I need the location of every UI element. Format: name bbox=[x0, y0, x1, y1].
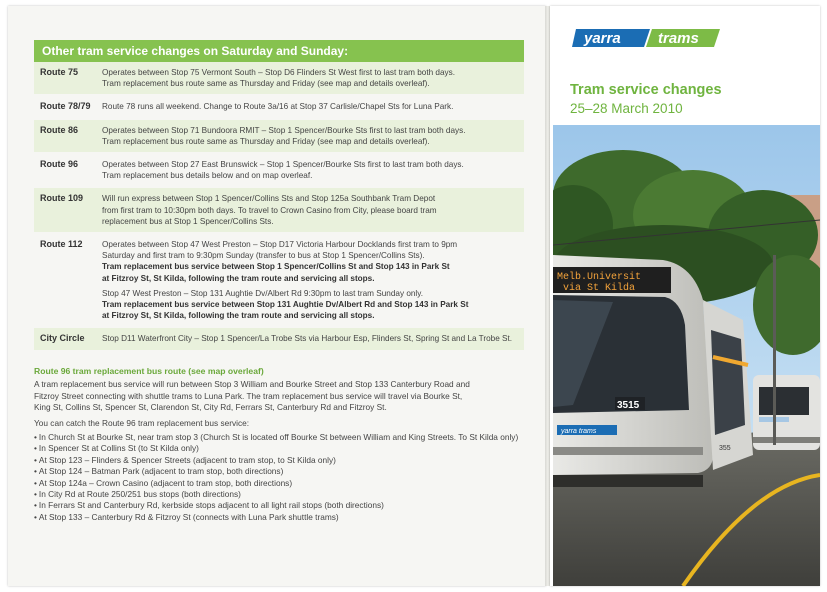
distant-tram bbox=[753, 375, 820, 450]
route-name: Route 86 bbox=[40, 124, 79, 135]
route-row bbox=[34, 96, 524, 119]
date-range: 25–28 March 2010 bbox=[570, 101, 683, 116]
stop-list-item: • In Church St at Bourke St, near tram stop 3 (Church St is located off Bourke St between William and King Streets. To St Kilda only) bbox=[34, 432, 529, 443]
route-line: Operates between Stop 71 Bundoora RMIT – Stop 1 Spencer/Bourke Sts first to last tram both days. bbox=[102, 125, 466, 135]
route-name: Route 96 bbox=[40, 159, 79, 170]
route-name: City Circle bbox=[40, 333, 85, 344]
logo-text-left: yarra bbox=[584, 30, 621, 47]
intro-line: Fitzroy Street connecting with shuttle trams to Luna Park. The tram replacement bus service will travel via Bourke St, bbox=[34, 390, 463, 401]
tram-number: 3515 bbox=[617, 400, 640, 411]
pole bbox=[773, 255, 776, 445]
route-name: Route 78/79 bbox=[40, 101, 91, 112]
route-row bbox=[34, 188, 524, 234]
route-row bbox=[34, 328, 524, 351]
route-line: Saturday and first tram to 9:30pm Sunday (transfer to bus at Stop 1 Spencer/Collins Sts). bbox=[102, 251, 425, 261]
intro-line: A tram replacement bus service will run between Stop 3 William and Bourke Street and Stop 133 Canterbury Road and bbox=[34, 379, 470, 390]
stop-list-item: • In City Rd at Route 250/251 bus stops (both directions) bbox=[34, 489, 529, 500]
route-line: at Fitzroy St, St Kilda, following the tram route and servicing all stops. bbox=[102, 311, 375, 321]
bus-route-title: Route 96 tram replacement bus route (see map overleaf) bbox=[34, 366, 264, 376]
route-name: Route 75 bbox=[40, 67, 79, 77]
route-description bbox=[102, 333, 518, 344]
route-row bbox=[34, 62, 524, 96]
route-line: Stop 47 West Preston – Stop 131 Aughtie Dv/Albert Rd 9:30pm to last tram Sunday only. bbox=[102, 288, 424, 298]
route-description bbox=[102, 193, 518, 227]
intro-line: King St, Collins St, Spencer St, Clarendon St, City Rd, Ferrars St, Canterbury Rd and Fitzroy St. bbox=[34, 402, 387, 413]
stop-list-item: • At Stop 124a – Crown Casino (adjacent to tram stop, both directions) bbox=[34, 478, 529, 489]
route-description bbox=[102, 101, 518, 112]
route-row bbox=[34, 154, 524, 188]
stop-list-item: • At Stop 133 – Canterbury Rd & Fitzroy St (connects with Luna Park shuttle trams) bbox=[34, 512, 529, 523]
route-name: Route 112 bbox=[40, 239, 83, 250]
route-line: at Fitzroy St, St Kilda, following the tram route and servicing all stops. bbox=[102, 273, 375, 283]
routes-table bbox=[34, 62, 524, 352]
route-line: replacement bus at Stop 1 Spencer/Collins Sts. bbox=[102, 216, 274, 226]
route-line: Operates between Stop 75 Vermont South – Stop D6 Flinders St West first to last tram both days. bbox=[102, 68, 455, 77]
stop-list bbox=[34, 432, 529, 523]
route-line: Stop D11 Waterfront City – Stop 1 Spencer/La Trobe Sts via Harbour Esp, Flinders St, Spring St and La Trobe St. bbox=[102, 334, 513, 344]
tram-photo bbox=[553, 125, 820, 586]
headline: Tram service changes bbox=[570, 82, 722, 98]
route-line: Will run express between Stop 1 Spencer/Collins Sts and Stop 125a Southbank Tram Depot bbox=[102, 194, 436, 204]
route-line: Operates between Stop 47 West Preston – Stop D17 Victoria Harbour Docklands first tram to 9pm bbox=[102, 240, 458, 250]
route-row bbox=[34, 120, 524, 154]
section-title: Other tram service changes on Saturday and Sunday: bbox=[34, 40, 524, 62]
route-line: Tram replacement bus service between Stop 1 Spencer/Collins St and Stop 143 in Park St bbox=[102, 262, 450, 272]
route-description bbox=[102, 67, 518, 89]
route-name: Route 109 bbox=[40, 193, 84, 204]
destination-line-2: via St Kilda bbox=[563, 283, 636, 294]
route-line: Route 78 runs all weekend. Change to Route 3a/16 at Stop 37 Carlisle/Chapel Sts for Luna Park. bbox=[102, 102, 454, 112]
bus-route-catch: You can catch the Route 96 tram replacement bus service: bbox=[34, 417, 250, 428]
tram-side-number: 355 bbox=[719, 445, 731, 452]
route-description bbox=[102, 159, 518, 181]
destination-line-1: Melb.Universit bbox=[557, 272, 642, 283]
stop-list-item: • In Spencer St at Collins St (to St Kilda only) bbox=[34, 443, 529, 454]
stop-list-item: • In Ferrars St and Canterbury Rd, kerbside stops adjacent to all light rail stops (both directions) bbox=[34, 500, 529, 511]
route-line: Tram replacement bus details below and on map overleaf. bbox=[102, 171, 313, 181]
yarra-trams-logo bbox=[572, 26, 720, 50]
route-line: Operates between Stop 27 East Brunswick – Stop 1 Spencer/Bourke Sts first to last tram both days. bbox=[102, 160, 464, 170]
bus-route-section bbox=[34, 366, 529, 523]
route-line: Tram replacement bus route same as Thursday and Friday (see map and details overleaf). bbox=[102, 136, 430, 146]
route-line: Tram replacement bus service between Stop 131 Aughtie Dv/Albert Rd and Stop 143 in Park St bbox=[102, 300, 469, 310]
tram-logo-text: yarra trams bbox=[561, 428, 597, 435]
route-line: Tram replacement bus route same as Thursday and Friday (see map and details overleaf). bbox=[102, 79, 430, 89]
stop-list-item: • At Stop 123 – Flinders & Spencer Streets (adjacent to tram stop, to St Kilda only) bbox=[34, 455, 529, 466]
stop-list-item: • At Stop 124 – Batman Park (adjacent to tram stop, both directions) bbox=[34, 466, 529, 477]
route-line: from first tram to 10:30pm both days. To travel to Crown Casino from City, please board tram bbox=[102, 205, 437, 215]
logo-text-right: trams bbox=[658, 30, 699, 47]
route-description bbox=[102, 239, 518, 321]
bus-route-intro bbox=[34, 379, 529, 413]
route-description bbox=[102, 125, 518, 147]
route-row bbox=[34, 234, 524, 328]
